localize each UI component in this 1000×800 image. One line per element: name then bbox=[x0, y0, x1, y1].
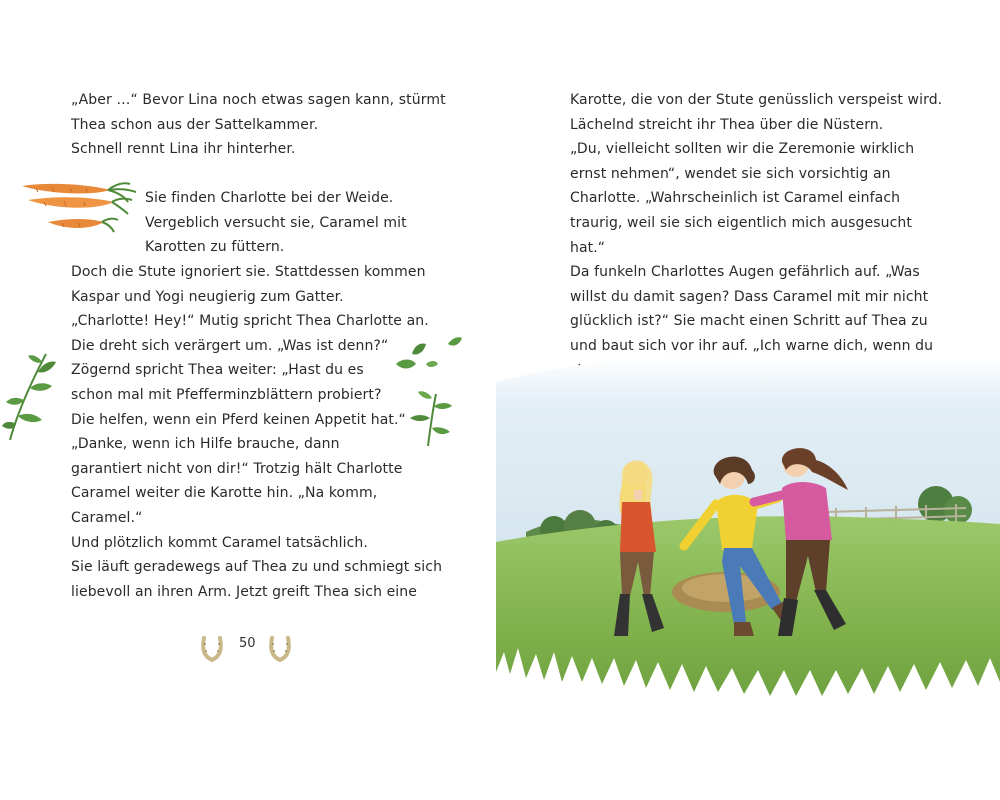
text-line: traurig, weil sie sich eigentlich mich ausgesucht bbox=[570, 214, 912, 231]
text-line: Lächelnd streicht ihr Thea über die Nüstern. bbox=[570, 116, 884, 133]
text-line: Die dreht sich verärgert um. „Was ist denn?“ bbox=[71, 337, 389, 354]
text-line: „Du, vielleicht sollten wir die Zeremonie wirklich bbox=[570, 141, 915, 158]
text-line: Und plötzlich kommt Caramel tatsächlich. bbox=[71, 534, 368, 551]
horseshoe-icon bbox=[267, 634, 293, 664]
text-line: und baut sich vor ihr auf. „Ich warne dich, wenn du bbox=[570, 337, 934, 354]
carrot-icon bbox=[18, 178, 142, 240]
text-line: Charlotte. „Wahrscheinlich ist Caramel einfach bbox=[570, 190, 901, 207]
text-line: Karotte, die von der Stute genüsslich verspeist wird. bbox=[570, 92, 943, 108]
horseshoe-icon bbox=[199, 634, 225, 664]
mint-leaf-icon bbox=[408, 390, 452, 448]
text-line: liebevoll an ihren Arm. Jetzt greift Thea sich eine bbox=[71, 583, 417, 600]
text-line: Caramel.“ bbox=[71, 509, 143, 526]
text-line: glücklich ist?“ Sie macht einen Schritt auf Thea zu bbox=[570, 313, 928, 330]
page-number: 50 bbox=[239, 636, 256, 651]
text-line: Caramel weiter die Karotte hin. „Na komm, bbox=[71, 485, 378, 502]
text-line: Schnell rennt Lina ihr hinterher. bbox=[71, 141, 296, 158]
text-line: „Danke, wenn ich Hilfe brauche, dann bbox=[71, 436, 340, 453]
text-line: garantiert nicht von dir!“ Trotzig hält Charlotte bbox=[71, 460, 403, 477]
text-line: Die helfen, wenn ein Pferd keinen Appetit hat.“ bbox=[71, 411, 406, 428]
text-line: Doch die Stute ignoriert sie. Stattdessen kommen bbox=[71, 264, 426, 280]
left-top-paragraph bbox=[71, 88, 446, 162]
text-line: hat.“ bbox=[570, 239, 606, 256]
text-line: willst du damit sagen? Dass Caramel mit mir nicht bbox=[570, 288, 929, 305]
text-line: Kaspar und Yogi neugierig zum Gatter. bbox=[71, 288, 344, 305]
text-line: Da funkeln Charlottes Augen gefährlich auf. „Was bbox=[570, 264, 920, 281]
text-line: Vergeblich versucht sie, Caramel mit bbox=[145, 214, 407, 231]
page-number-footer bbox=[197, 632, 297, 668]
three-girls-on-meadow-illustration bbox=[496, 352, 1000, 712]
text-line: Sie läuft geradewegs auf Thea zu und schmiegt sich bbox=[71, 559, 443, 576]
text-line: „Aber …“ Bevor Lina noch etwas sagen kann, stürmt bbox=[71, 92, 446, 108]
left-main-paragraph bbox=[71, 260, 442, 604]
text-line: schon mal mit Pfefferminzblättern probiert? bbox=[71, 386, 382, 403]
text-line: Thea schon aus der Sattelkammer. bbox=[71, 116, 319, 133]
mint-leaf-icon bbox=[2, 348, 58, 444]
text-line: Sie finden Charlotte bei der Weide. bbox=[145, 190, 394, 206]
text-line: Zögernd spricht Thea weiter: „Hast du es bbox=[71, 362, 364, 379]
text-line: Karotten zu füttern. bbox=[145, 239, 285, 256]
text-line: „Charlotte! Hey!“ Mutig spricht Thea Charlotte an. bbox=[71, 313, 429, 330]
text-line: ernst nehmen“, wendet sie sich vorsichtig an bbox=[570, 165, 891, 182]
mint-leaf-icon bbox=[392, 334, 464, 378]
left-indented-paragraph bbox=[145, 186, 407, 260]
